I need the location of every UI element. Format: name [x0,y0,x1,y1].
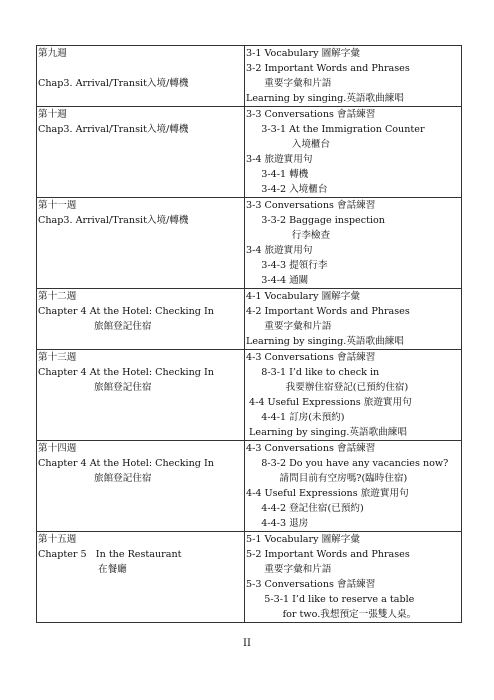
topic-item: 4-4-3 退房 [246,518,309,529]
week-cell [37,46,245,107]
spacer [38,61,243,76]
topics-cell [245,350,462,441]
week-cell [37,350,245,441]
chapter-title: Chapter 4 At the Hotel: Checking In [38,306,214,317]
chapter-subtitle: 旅館登記住宿 [94,321,152,332]
week-label: 第十一週 [38,200,77,211]
topic-item: 3-4-1 轉機 [246,169,309,180]
chapter-title: Chap3. Arrival/Transit入境/轉機 [38,124,189,135]
week-label: 第九週 [38,48,67,59]
topic-item: 3-4 旅遊實用句 [246,154,313,165]
topic-item: 5-3-1 I’d like to reserve a table [246,594,415,605]
topic-item: 3-2 Important Words and Phrases [246,63,410,74]
topic-item: Learning by singing.英語歌曲練唱 [246,336,404,347]
topic-item: 3-4-4 通關 [246,275,309,286]
week-row [37,46,462,107]
week-cell [37,441,245,532]
topic-item: 5-3 Conversations 會話練習 [246,579,376,590]
topic-item: 入境櫃台 [246,139,331,150]
week-label: 第十週 [38,109,67,120]
topic-item: 4-2 Important Words and Phrases [246,306,410,317]
topic-item: 3-4-2 入境櫃台 [246,184,328,195]
topic-item: 5-1 Vocabulary 圖解字彙 [246,534,360,545]
chapter-subtitle: 旅館登記住宿 [94,473,152,484]
topic-item: 4-4-1 訂房(未預約) [246,412,345,423]
schedule-table [36,45,462,623]
topic-item: 4-4-2 登記住宿(已預約) [246,503,364,514]
week-label: 第十三週 [38,352,77,363]
topic-item: 重要字彙和片語 [246,78,332,89]
week-row [37,107,462,198]
topic-item: 4-4 Useful Expressions 旅遊實用句 [246,488,409,499]
topics-cell [245,289,462,350]
topic-item: 3-3-2 Baggage inspection [246,215,385,226]
week-label: 第十二週 [38,291,77,302]
week-cell [37,532,245,623]
topic-item: 重要字彙和片語 [246,564,332,575]
week-cell [37,198,245,289]
week-row [37,532,462,623]
topic-item: 行李檢查 [246,230,331,241]
topic-item: 3-1 Vocabulary 圖解字彙 [246,48,360,59]
chapter-title: Chapter 5 In the Restaurant [38,549,182,560]
topic-item: Learning by singing.英語歌曲練唱 [246,93,404,104]
chapter-subtitle: 旅館登記住宿 [94,382,152,393]
topic-item: 我要辦住宿登記(已預約住宿) [246,382,409,393]
topic-item: Learning by singing.英語歌曲練唱 [246,427,407,438]
chapter-title: Chapter 4 At the Hotel: Checking In [38,458,214,469]
topic-item: 重要字彙和片語 [246,321,332,332]
topic-item: 3-3-1 At the Immigration Counter [246,124,425,135]
week-row [37,441,462,532]
topics-cell [245,441,462,532]
topic-item: 8-3-1 I’d like to check in [246,367,380,378]
topic-item: 8-3-2 Do you have any vacancies now? [246,458,449,469]
topics-cell [245,198,462,289]
page-number: II [243,638,251,649]
topic-item: 3-3 Conversations 會話練習 [246,200,376,211]
topics-cell [245,107,462,198]
topic-item: 4-3 Conversations 會話練習 [246,352,376,363]
chapter-subtitle: 在餐廳 [98,564,127,575]
topic-item: 請問目前有空房嗎?(臨時住宿) [246,473,408,484]
topic-item: 4-3 Conversations 會話練習 [246,443,376,454]
week-label: 第十五週 [38,534,77,545]
topic-item: 5-2 Important Words and Phrases [246,549,410,560]
chapter-title: Chap3. Arrival/Transit入境/轉機 [38,215,189,226]
chapter-title: Chap3. Arrival/Transit入境/轉機 [38,78,189,89]
topic-item: 3-3 Conversations 會話練習 [246,109,376,120]
topic-item: for two.我想預定一張雙人桌。 [246,609,417,620]
topic-item: 3-4-3 提領行李 [246,260,328,271]
topics-cell [245,532,462,623]
week-row [37,198,462,289]
week-row [37,350,462,441]
chapter-title: Chapter 4 At the Hotel: Checking In [38,367,214,378]
topics-cell [245,46,462,107]
week-cell [37,107,245,198]
topic-item: 4-1 Vocabulary 圖解字彙 [246,291,360,302]
topic-item: 3-4 旅遊實用句 [246,245,313,256]
week-cell [37,289,245,350]
topic-item: 4-4 Useful Expressions 旅遊實用句 [246,397,412,408]
week-label: 第十四週 [38,443,77,454]
week-row [37,289,462,350]
